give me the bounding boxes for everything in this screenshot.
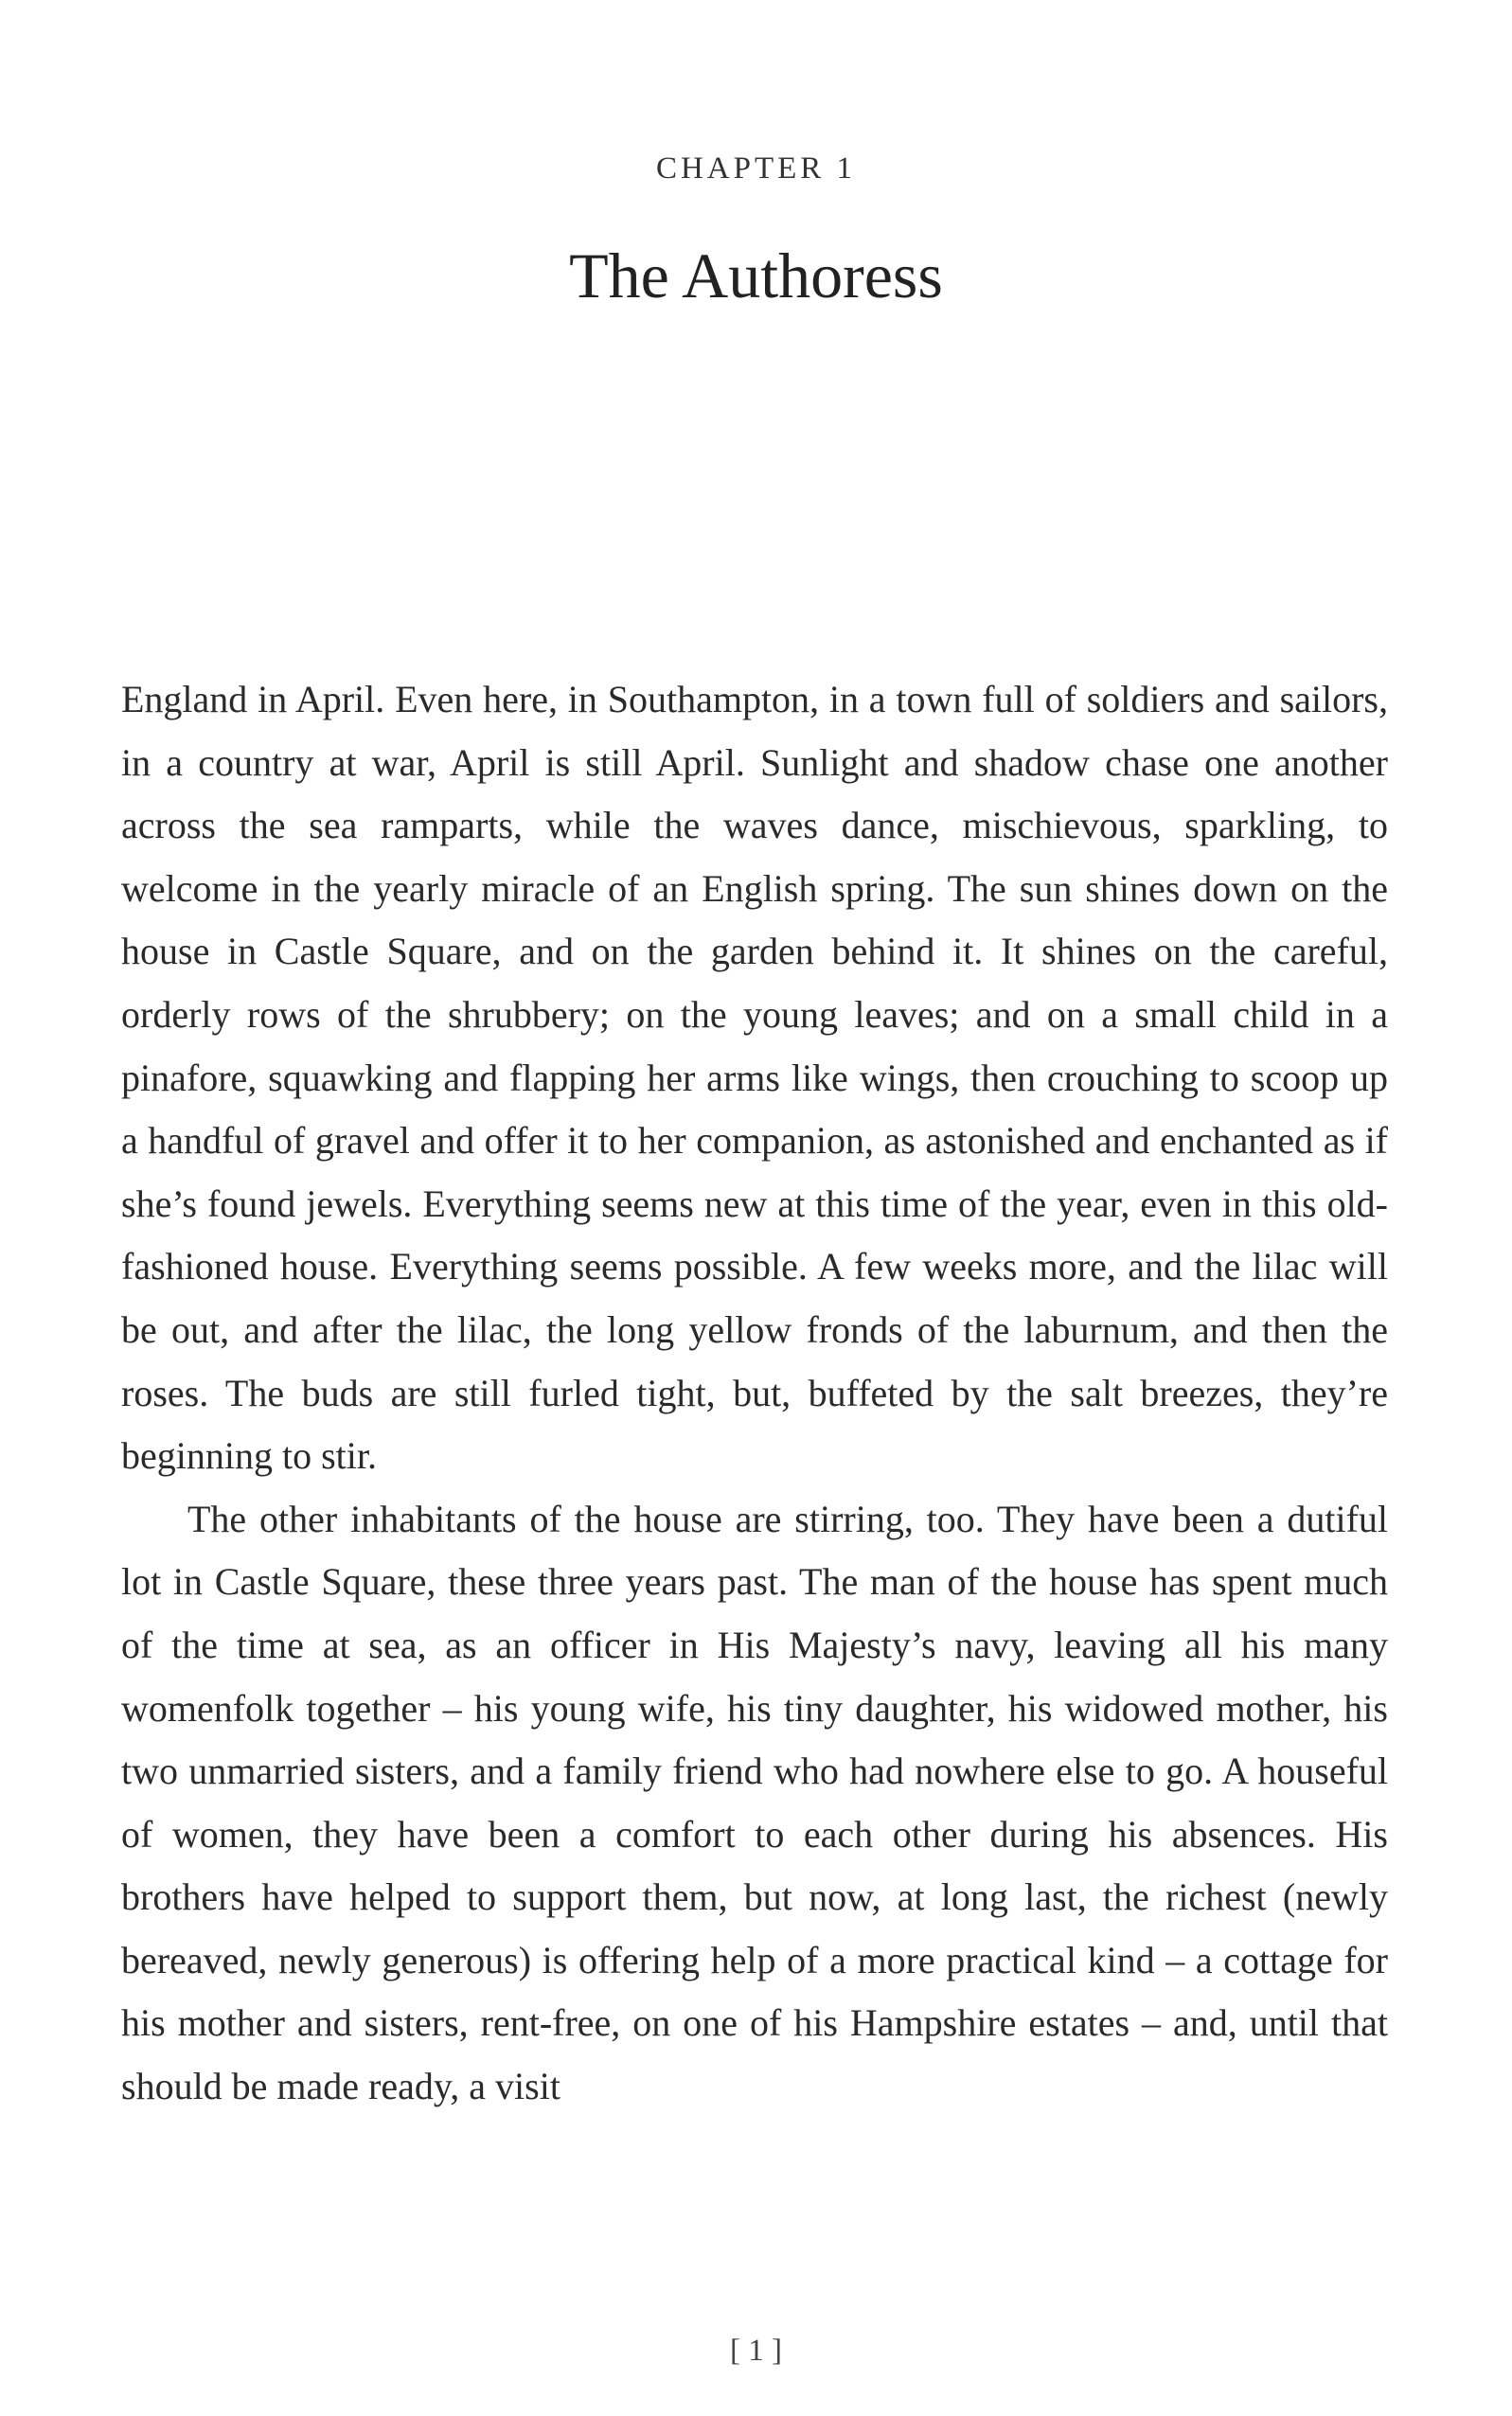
- body-text: [121, 668, 1388, 2119]
- paragraph: The other inhabitants of the house are stirring, too. They have been a dutiful lot in Castle Square, these three years past. The man of the house has spent much of the time at sea, as an officer in His Majesty’s navy, leaving all his many womenfolk together – his young wife, his tiny daughter, his widowed mother, his two unmarried sisters, and a family friend who had nowhere else to go. A houseful of women, they have been a comfort to each other during his absences. His brothers have helped to support them, but now, at long last, the richest (newly bereaved, newly generous) is offering help of a more practical kind – a cottage for his mother and sisters, rent-free, on one of his Hampshire estates – and, until that should be made ready, a visit: [121, 1497, 1388, 2108]
- paragraph: England in April. Even here, in Southampton, in a town full of soldiers and sailors, in a country at war, April is still April. Sunlight and shadow chase one another across the sea ramparts, while the waves dance, mischievous, sparkling, to welcome in the yearly miracle of an English spring. The sun shines down on the house in Castle Square, and on the garden behind it. It shines on the careful, orderly rows of the shrubbery; on the young leaves; and on a small child in a pinafore, squawking and flapping her arms like wings, then crouching to scoop up a handful of gravel and offer it to her companion, as astonished and enchanted as if she’s found jewels. Everything seems new at this time of the year, even in this old-fashioned house. Everything seems possible. A few weeks more, and the lilac will be out, and after the lilac, the long yellow fronds of the laburnum, and then the roses. The buds are still furled tight, but, buffeted by the salt breezes, they’re beginning to stir.: [121, 678, 1388, 1478]
- page-number: [ 1 ]: [730, 2334, 782, 2368]
- chapter-label: CHAPTER 1: [655, 151, 857, 186]
- chapter-title: The Authoress: [569, 240, 943, 311]
